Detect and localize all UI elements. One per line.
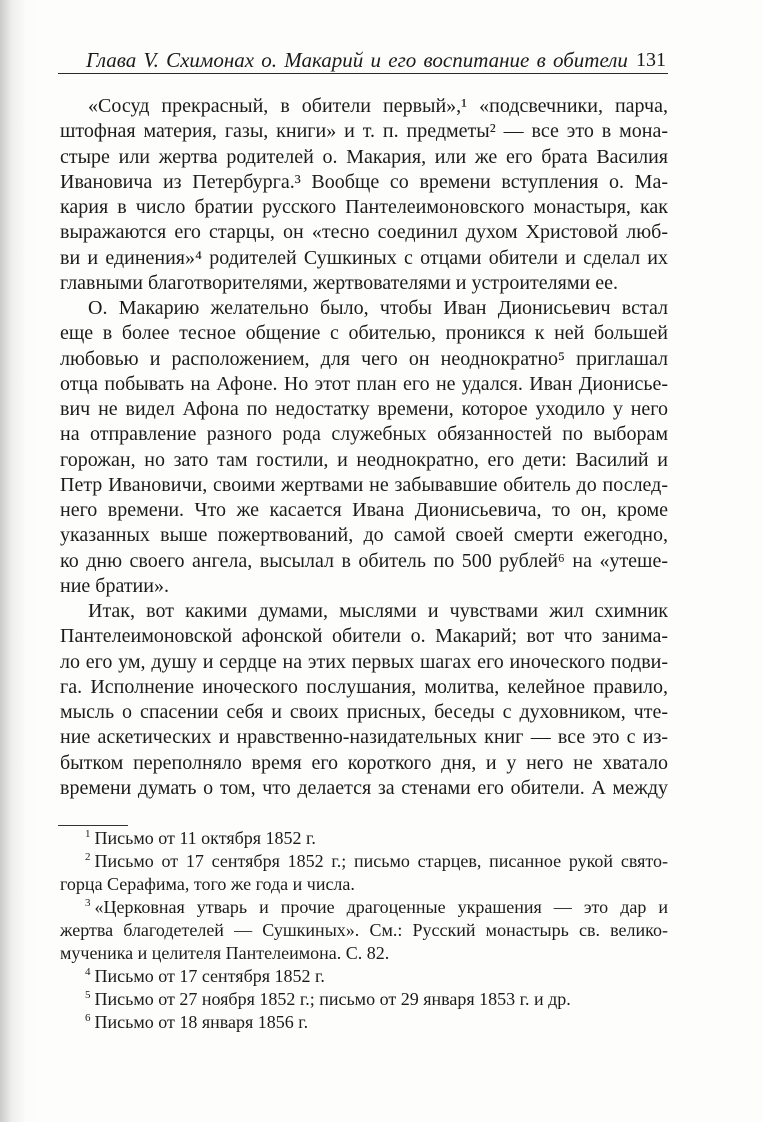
text-line: Пантелеимоновской афонской обители о. Макарий; вот что занима-	[60, 625, 668, 648]
footnote	[60, 988, 668, 1011]
text-line: ние братии».	[60, 574, 169, 597]
text-line: бытком переполняло время его короткого дня, и у него не хватало	[60, 751, 668, 774]
paragraph	[60, 296, 668, 599]
text-line: Петр Ивановичи, своими жертвами не забывавшие обитель до послед-	[60, 473, 668, 496]
page-number: 131	[636, 49, 666, 71]
footnotes	[60, 827, 668, 1034]
footnote	[60, 850, 668, 896]
running-head-title: Глава V. Схимонах о. Макарий и его воспитание в обители	[86, 48, 628, 72]
footnote-marker: 1	[85, 828, 91, 840]
text-line: кария в число братии русского Пантелеимоновского монастыря, как	[60, 196, 668, 218]
text-line: времени думать о том, что делается за стенами его обители. А между	[60, 776, 668, 799]
text-line: любовью и расположением, для чего он неоднократно⁵ приглашал	[60, 347, 668, 370]
footnote-line: жертва благодетелей — Сушкиных». См.: Русский монастырь св. велико-	[60, 920, 668, 940]
text-line: ние аскетических и нравственно-назидательных книг — все это с из-	[60, 726, 668, 749]
text-line: Итак, вот какими думами, мыслями и чувствами жил схимник	[88, 600, 668, 622]
footnote-text: Письмо от 11 октября 1852 г.	[94, 828, 316, 848]
footnote-marker: 5	[85, 989, 91, 1001]
paragraph	[60, 599, 668, 801]
main-text	[60, 94, 668, 801]
text-line: ко дню своего ангела, высылал в обитель по 500 рублей⁶ на «утеше-	[60, 549, 668, 572]
text-line: мысль о спасении себя и своих присных, беседы с духовником, чте-	[60, 701, 668, 723]
footnote-text: Письмо от 17 сентября 1852 г.; письмо старцев, писанное рукой свято-	[94, 851, 668, 871]
text-line: «Сосуд прекрасный, в обители первый»,¹ «подсвечники, парча,	[88, 95, 668, 117]
footnote-text: Письмо от 18 января 1856 г.	[94, 1012, 309, 1032]
footnote-text: «Церковная утварь и прочие драгоценные украшения — это дар и	[94, 897, 668, 917]
footnote-line	[85, 827, 668, 850]
footnote-marker: 3	[85, 897, 91, 909]
text-line: Ивановича из Петербурга.³ Вообще со времени вступления о. Ма-	[60, 170, 668, 193]
text-line: ло его ум, душу и сердце на этих первых шагах его иноческого подви-	[60, 650, 668, 673]
footnote-line: горца Серафима, того же года и числа.	[60, 874, 355, 894]
paragraph	[60, 94, 668, 296]
running-head	[58, 48, 668, 74]
text-line: О. Макарию желательно было, чтобы Иван Дионисьевич встал	[88, 297, 668, 319]
footnote	[60, 827, 668, 850]
footnote-line	[85, 896, 668, 919]
footnote-marker: 4	[85, 966, 91, 978]
text-line: горожан, но зато там гостили, и неоднократно, его дети: Василий и	[60, 448, 668, 471]
footnote-text: Письмо от 27 ноября 1852 г.; письмо от 29 января 1853 г. и др.	[94, 989, 571, 1009]
footnote-line: мученика и целителя Пантелеимона. С. 82.	[60, 943, 390, 963]
footnote-line	[85, 850, 668, 873]
footnote	[60, 896, 668, 965]
footnote-line	[85, 1011, 668, 1034]
text-line: штофная материя, газы, книги» и т. п. предметы² — все это в мона-	[60, 120, 668, 143]
text-line: стыре или жертва родителей о. Макария, или же его брата Василия	[60, 145, 668, 168]
text-line: выражаются его старцы, он «тесно соединил духом Христовой люб-	[60, 221, 668, 244]
text-line: главными благотворителями, жертвователями и устроителями ее.	[60, 271, 618, 294]
footnote-marker: 2	[85, 851, 91, 863]
text-line: на отправление разного рода служебных обязанностей по выборам	[60, 423, 668, 446]
text-line: еще в более тесное общение с обителью, проникся к ней большей	[60, 322, 668, 345]
footnote-line	[85, 965, 668, 988]
footnote-marker: 6	[85, 1012, 91, 1024]
text-line: указанных выше пожертвований, до самой своей смерти ежегодно,	[60, 524, 668, 547]
text-line: отца побывать на Афоне. Но этот план его не удался. Иван Дионисье-	[60, 372, 668, 395]
text-line: га. Исполнение иноческого послушания, молитва, келейное правило,	[60, 675, 668, 698]
text-line: него времени. Что же касается Ивана Дионисьевича, то он, кроме	[60, 499, 668, 521]
footnote	[60, 965, 668, 988]
footnote-separator	[58, 825, 128, 826]
scan-edge-shadow	[0, 0, 40, 1122]
footnote	[60, 1011, 668, 1034]
text-line: ви и единения»⁴ родителей Сушкиных с отцами обители и сделал их	[60, 246, 668, 269]
footnote-line	[85, 988, 668, 1011]
footnote-text: Письмо от 17 сентября 1852 г.	[94, 966, 325, 986]
text-line: вич не видел Афона по недостатку времени, которое уходило у него	[60, 398, 668, 420]
